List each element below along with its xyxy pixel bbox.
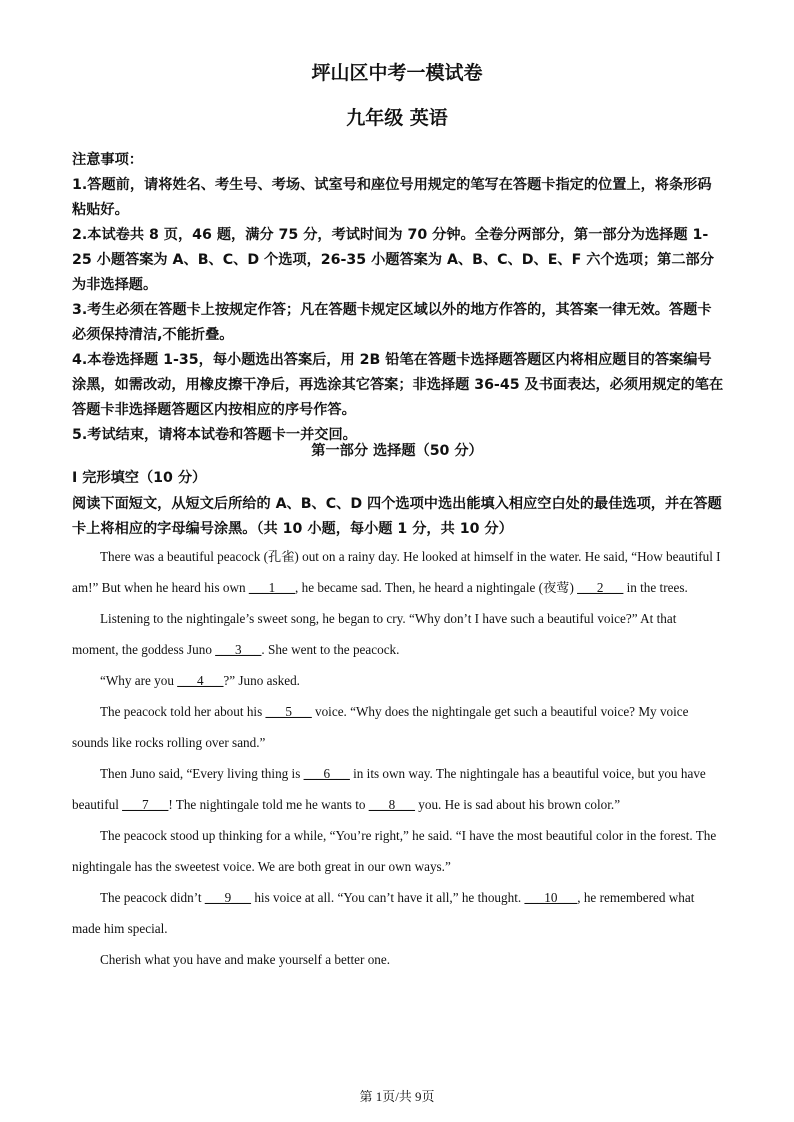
passage-text: Then Juno said, “Every living thing is [100, 766, 304, 781]
exam-subtitle: 九年级 英语 [346, 107, 448, 129]
passage-paragraph [72, 603, 724, 665]
passage-text: The peacock told her about his [100, 704, 266, 719]
blank-8: ___8___ [368, 797, 415, 812]
passage-text: ?” Juno asked. [223, 673, 300, 688]
blank-1: ___1___ [248, 580, 296, 595]
blank-7: ___7___ [122, 797, 169, 812]
instructions-block [72, 492, 724, 542]
passage-paragraph: The peacock stood up thinking for a while, “You’re right,” he said. “I have the most beautiful color in the forest. The nightingale has the sweetest voice. We are both great in our own ways.” [72, 828, 717, 874]
passage-text: “Why are you [100, 673, 178, 688]
passage-text: , he became sad. Then, he heard a nightingale (夜莺) [295, 580, 578, 595]
blank-5: ___5___ [265, 704, 312, 719]
passage-paragraph [72, 665, 724, 696]
notice-item-4: 4.本卷选择题 1-35，每小题选出答案后，用 2B 铅笔在答题卡选择题答题区内将相应题目的答案编号涂黑，如需改动，用橡皮擦干净后，再选涂其它答案；非选择题 36-45 及书面表达，必须用规定的笔在答题卡非选择题答题区内按相应的序号作答。 [72, 352, 724, 418]
blank-2: ___2___ [577, 580, 624, 595]
cloze-passage [72, 541, 724, 975]
notice-block [72, 148, 724, 448]
passage-text: you. He is sad about his brown color.” [414, 797, 621, 812]
blank-4: ___4___ [177, 673, 224, 688]
passage-text: ! The nightingale told me he wants to [168, 797, 369, 812]
passage-text: There was a beautiful peacock (孔雀) out on a rainy day. He looked at himself in the water. He said, “How beautiful I am!” But when he heard his own [72, 549, 721, 595]
notice-item-3: 3.考生必须在答题卡上按规定作答；凡在答题卡规定区域以外的地方作答的，其答案一律无效。答题卡必须保持清洁,不能折叠。 [72, 302, 712, 343]
passage-paragraph [72, 696, 724, 758]
blank-10: ___10___ [524, 890, 578, 905]
passage-text: , he remembered what made him special. [72, 890, 695, 936]
passage-text: in the trees. [623, 580, 688, 595]
page-footer: 第 1页/共 9页 [359, 1089, 435, 1104]
passage-text: his voice at all. “You can’t have it all,” he thought. [251, 890, 525, 905]
notice-heading: 注意事项： [72, 152, 143, 168]
blank-6: ___6___ [303, 766, 350, 781]
passage-text: voice. “Why does the nightingale get such a beautiful voice? My voice sounds like rocks rolling over sand.” [72, 704, 689, 750]
notice-item-2: 2.本试卷共 8 页，46 题，满分 75 分，考试时间为 70 分钟。全卷分两部分，第一部分为选择题 1-25 小题答案为 A、B、C、D 个选项，26-35 小题答案为 A、B、C、D、E、F 六个选项；第二部分为非选择题。 [72, 227, 714, 293]
passage-text: The peacock didn’t [100, 890, 205, 905]
passage-paragraph: Cherish what you have and make yourself a better one. [100, 952, 391, 967]
notice-item-5: 5.考试结束，请将本试卷和答题卡一并交回。 [72, 427, 357, 443]
passage-paragraph [72, 882, 724, 944]
passage-paragraph [72, 541, 724, 603]
section-heading: 第一部分 选择题（50 分） [311, 443, 483, 459]
passage-text: Listening to the nightingale’s sweet song, he began to cry. “Why don’t I have such a beautiful voice?” At that moment, the goddess Juno [72, 611, 677, 657]
passage-text: in its own way. The nightingale has a beautiful voice, but you have beautiful [72, 766, 706, 812]
exam-title: 坪山区中考一模试卷 [311, 62, 483, 84]
notice-item-1: 1.答题前，请将姓名、考生号、考场、试室号和座位号用规定的笔写在答题卡指定的位置上，将条形码粘贴好。 [72, 177, 712, 218]
instructions-text: 阅读下面短文，从短文后所给的 A、B、C、D 四个选项中选出能填入相应空白处的最佳选项，并在答题卡上将相应的字母编号涂黑。（共 10 小题，每小题 1 分，共 10 分） [72, 496, 722, 537]
part-heading: I 完形填空（10 分） [72, 470, 207, 486]
blank-9: ___9___ [204, 890, 252, 905]
passage-paragraph [72, 758, 724, 820]
blank-3: ___3___ [215, 642, 262, 657]
passage-text: . She went to the peacock. [261, 642, 400, 657]
